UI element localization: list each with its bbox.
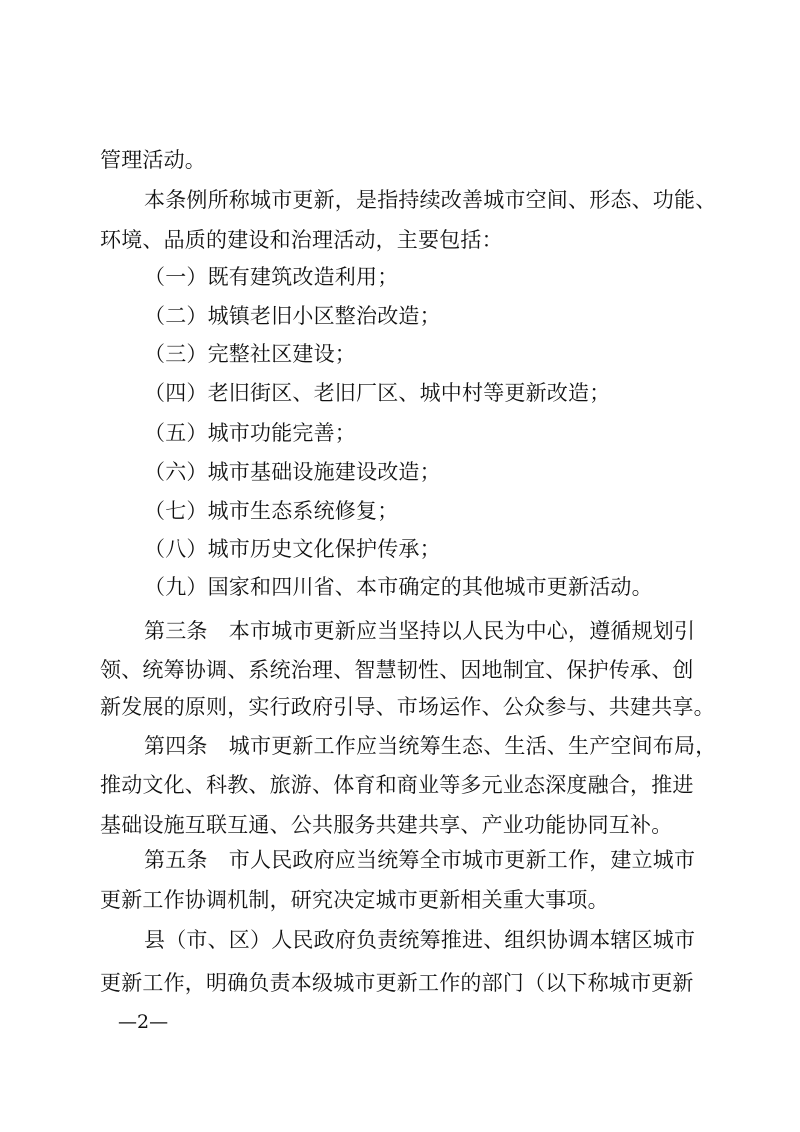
list-item: （三）完整社区建设； (144, 342, 356, 366)
list-item: （一）既有建筑改造利用； (144, 265, 399, 289)
page-number: —2— (118, 1011, 169, 1033)
list-item: （五）城市功能完善； (144, 421, 356, 445)
text-line: 新发展的原则，实行政府引导、市场运作、公众参与、共建共享。 (100, 695, 715, 719)
text-line: 基础设施互联互通、公共服务共建共享、产业功能协同互补。 (100, 813, 673, 837)
text-line: 县（市、区）人民政府负责统筹推进、组织协调本辖区城市 (144, 928, 696, 952)
list-item: （九）国家和四川省、本市确定的其他城市更新活动。 (144, 575, 653, 599)
list-item: （六）城市基础设施建设改造； (144, 460, 441, 484)
text-line: 环境、品质的建设和治理活动，主要包括： (100, 228, 503, 252)
article-four-heading-line: 第四条 城市更新工作应当统筹生态、生活、生产空间布局， (144, 734, 717, 758)
article-five-heading-line: 第五条 市人民政府应当统筹全市城市更新工作，建立城市 (144, 848, 696, 872)
list-item: （七）城市生态系统修复； (144, 499, 399, 523)
article-three-heading-line: 第三条 本市城市更新应当坚持以人民为中心，遵循规划引 (144, 619, 696, 643)
text-line: 更新工作协调机制，研究决定城市更新相关重大事项。 (100, 888, 609, 912)
list-item: （二）城镇老旧小区整治改造； (144, 304, 441, 328)
list-item: （四）老旧街区、老旧厂区、城中村等更新改造； (144, 381, 611, 405)
text-line: 领、统筹协调、系统治理、智慧韧性、因地制宜、保护传承、创 (100, 658, 694, 682)
text-line: 管理活动。 (100, 148, 206, 172)
text-line: 本条例所称城市更新，是指持续改善城市空间、形态、功能、 (144, 188, 717, 212)
list-item: （八）城市历史文化保护传承； (144, 537, 441, 561)
text-line: 更新工作，明确负责本级城市更新工作的部门（以下称城市更新 (100, 971, 694, 995)
text-line: 推动文化、科教、旅游、体育和商业等多元业态深度融合，推进 (100, 773, 694, 797)
